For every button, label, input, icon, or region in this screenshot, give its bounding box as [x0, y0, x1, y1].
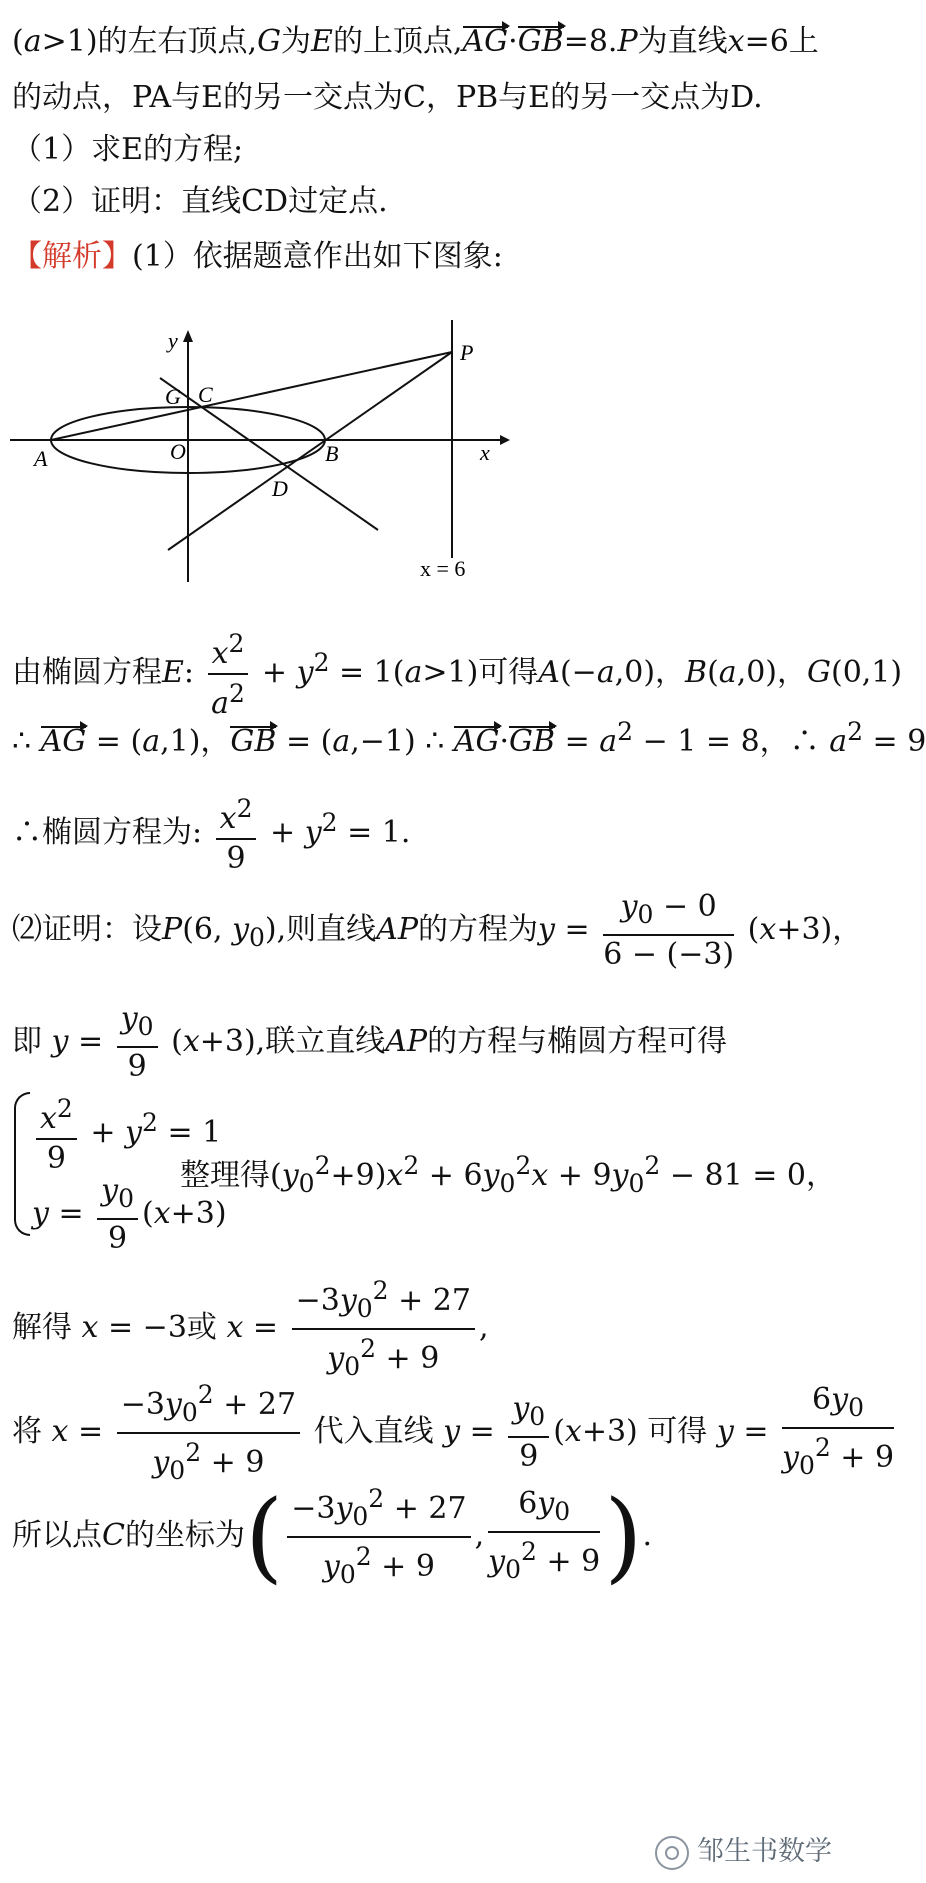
- line-CD: [160, 378, 378, 530]
- label-y: y: [168, 328, 178, 353]
- label-P: P: [460, 340, 474, 365]
- ellipse-figure: [0, 320, 560, 590]
- part2-line-5: 所以点C的坐标为( $\frac{-3y_0^2 + 27}{y_0^2 + 9}$ , $\frac{6y_0}{y_0^2 + 9}$ ).: [12, 1480, 652, 1594]
- problem-line-1: (a>1)的左右顶点,G为E的上顶点,AG·GB=8.P为直线x=6上: [12, 22, 819, 62]
- solution-tag: 【解析】: [12, 239, 132, 274]
- label-B: B: [325, 441, 339, 466]
- label-line-x6: x = 6: [420, 556, 466, 581]
- watermark: [655, 1832, 832, 1872]
- system-eq-1: $\frac{x^2}{9}$ + $y^2 = 1$: [32, 1090, 221, 1178]
- line-AP: [51, 352, 452, 440]
- label-G: G: [165, 384, 181, 409]
- solution-intro: (1）依据题意作出如下图象:: [132, 239, 503, 274]
- question-1: （1）求E的方程;: [12, 132, 244, 167]
- solution-heading: [12, 237, 503, 277]
- x-axis-arrow: [500, 435, 510, 445]
- part2-line-2: 即 y = $\frac{y_0}{9}$ (x+3),联立直线AP的方程与椭圆方程可得: [12, 1001, 728, 1084]
- part1-line-3: ∴椭圆方程为: $\frac{x^2}{9}$ + $y^2 = 1$.: [12, 790, 410, 878]
- label-C: C: [198, 382, 213, 407]
- label-O: O: [170, 439, 186, 464]
- label-D: D: [272, 476, 288, 501]
- watermark-text: 邹生书数学: [697, 1836, 832, 1867]
- part2-line-3: 解得 x = −3或 x = $\frac{-3y_0^2 + 27}{y_0^2 + 9}$ ,: [12, 1272, 489, 1386]
- label-A: A: [34, 446, 48, 471]
- part2-line-4: 将 x = $\frac{-3y_0^2 + 27}{y_0^2 + 9}$ 代入直线 y = $\frac{y_0}{9}$ (x+3) 可得 y = $\frac{6y_0}{y_0^2 + 9}$: [12, 1376, 898, 1490]
- label-x: x: [480, 440, 490, 465]
- part2-line-1: ⑵证明：设P(6, $y_0$),则直线AP的方程为y = $\frac{y_0 - 0}{6 - (-3)}$ (x+3)，: [12, 889, 863, 972]
- y-axis-arrow: [183, 330, 193, 342]
- system-brace: [14, 1092, 30, 1236]
- question-2: （2）证明：直线CD过定点.: [12, 184, 388, 219]
- system-result: 整理得$(y_0^2+9)x^2 + 6y_0^2x + 9y_0^2 - 81 = 0$，: [180, 1151, 836, 1198]
- problem-line-2: 的动点，PA与E的另一交点为C，PB与E的另一交点为D.: [12, 80, 763, 115]
- wechat-icon: [655, 1836, 689, 1870]
- system-eq-2: y = $\frac{y_0}{9}$ (x+3): [32, 1173, 227, 1256]
- part1-line-1: 由椭圆方程E: $\frac{x^2}{a^2}$ + $y^2 = 1(a>1)$可得A(−a,0)，B(a,0)，G(0,1): [12, 625, 902, 723]
- part1-line-2: ∴ AG = (a,1)，GB = (a,−1) ∴ $AG\cdot GB = a^2 - 1 = 8$，∴ $a^2 = 9$: [12, 712, 926, 762]
